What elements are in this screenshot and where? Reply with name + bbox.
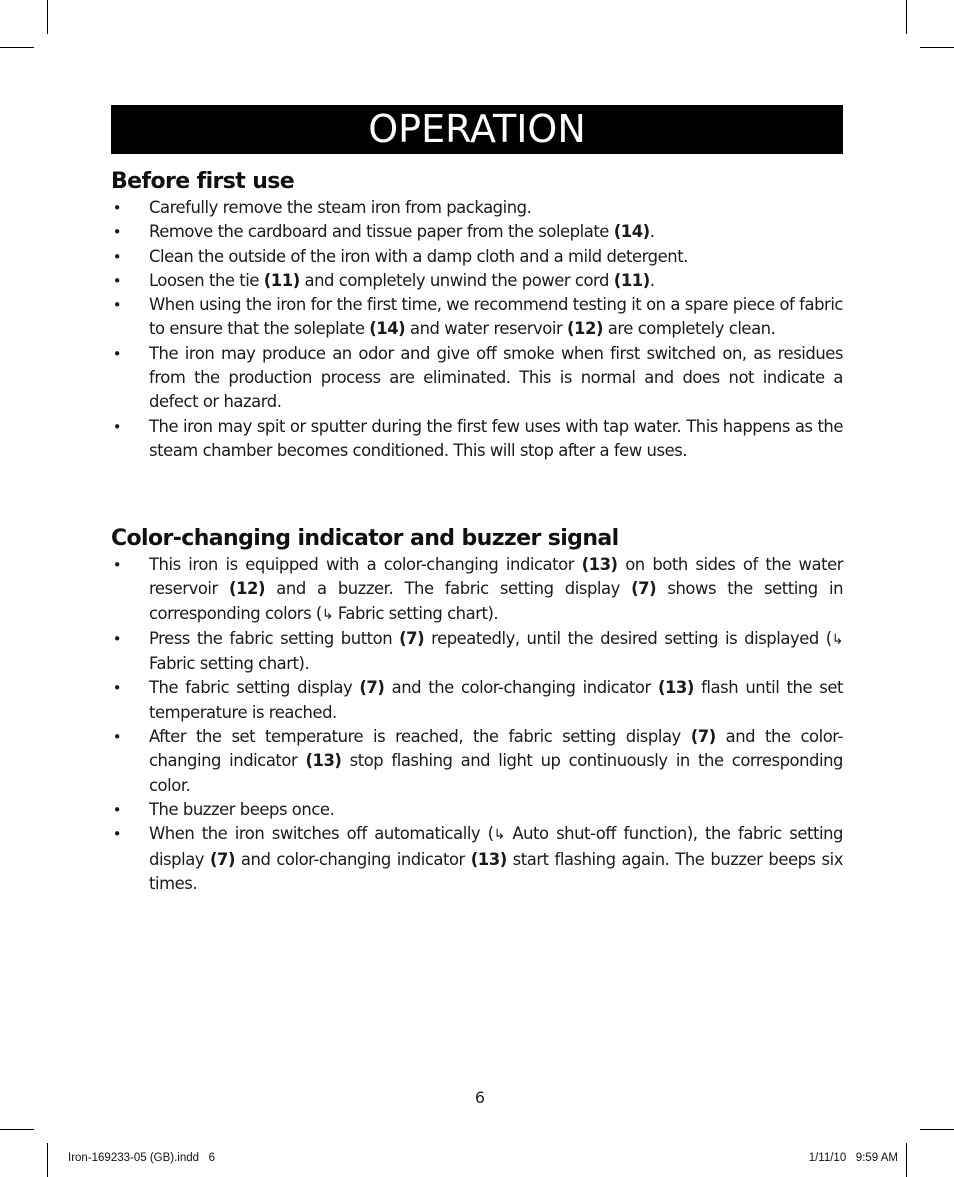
bullet-icon: • — [112, 271, 122, 290]
bullet-list — [111, 196, 843, 463]
bullet-text: Clean the outside of the iron with a damp cloth and a mild detergent. — [149, 246, 688, 266]
list-item — [111, 245, 843, 269]
crop-mark — [47, 1143, 48, 1177]
bullet-text: stop flashing and light up continuously in the corresponding color. — [149, 751, 843, 795]
part-number: (13) — [581, 555, 618, 574]
bullet-icon: • — [112, 556, 122, 574]
bullet-text: and the color-changing indicator — [384, 678, 658, 698]
bullet-text: When using the iron for the first time, we recommend testing it on a spare piece of fabric to ensure that the soleplate — [149, 295, 843, 339]
bullet-text: and completely unwind the power cord — [299, 270, 614, 290]
bullet-icon: • — [112, 728, 122, 747]
bullet-text: flash until the set temperature is reached. — [149, 678, 843, 722]
bullet-text: This iron is equipped with a color-changing indicator — [149, 555, 582, 574]
section-heading: Before first use — [111, 169, 295, 194]
section-heading: Color-changing indicator and buzzer signal — [111, 526, 619, 551]
cross-reference-arrow-icon: ↳ — [321, 606, 334, 623]
crop-mark — [906, 1143, 907, 1177]
part-number: (14) — [369, 319, 406, 339]
list-item — [111, 293, 843, 342]
bullet-text: and the color-changing indicator — [149, 727, 844, 771]
bullet-list — [111, 553, 843, 896]
bullet-text: Fabric setting chart). — [333, 603, 499, 623]
bullet-text: on both sides of the water reservoir — [149, 555, 843, 599]
bullet-text: and water reservoir — [405, 319, 568, 339]
list-item — [111, 725, 843, 798]
part-number: (7) — [690, 727, 716, 747]
list-item — [111, 553, 843, 627]
section-color-indicator — [111, 525, 843, 896]
crop-mark — [920, 1129, 954, 1130]
bullet-text: and color-changing indicator — [235, 849, 471, 869]
bullet-text: are completely clean. — [603, 319, 776, 339]
header-bar — [111, 105, 843, 154]
bullet-text: repeatedly, until the desired setting is displayed ( — [424, 628, 832, 648]
bullet-text: The iron may spit or sputter during the first few uses with tap water. This happens as the steam chamber becomes conditioned. This will stop after a few uses. — [149, 416, 843, 460]
bullet-icon: • — [112, 800, 122, 819]
part-number: (12) — [229, 579, 266, 599]
bullet-text: start flashing again. The buzzer beeps six times. — [149, 849, 843, 893]
crop-mark — [920, 47, 954, 48]
bullet-icon: • — [112, 344, 122, 363]
page-number: 6 — [474, 1088, 486, 1107]
bullet-text: . — [649, 222, 655, 242]
bullet-text: Press the fabric setting button — [149, 628, 400, 648]
footer-timestamp: 1/11/10 9:59 AM — [808, 1152, 898, 1164]
bullet-text: The buzzer beeps once. — [149, 799, 335, 819]
bullet-icon: • — [112, 223, 122, 242]
list-item — [111, 269, 843, 293]
part-number: (7) — [399, 628, 425, 648]
cross-reference-arrow-icon: ↳ — [831, 631, 843, 648]
bullet-text: When the iron switches off automatically ( — [149, 824, 494, 844]
part-number: (13) — [657, 678, 694, 698]
list-item — [111, 342, 843, 415]
part-number: (7) — [209, 849, 236, 869]
bullet-text: Loosen the tie — [149, 270, 264, 290]
list-item — [111, 798, 843, 822]
part-number: (13) — [470, 849, 507, 869]
bullet-icon: • — [112, 247, 122, 266]
bullet-text: Fabric setting chart). — [149, 654, 310, 674]
list-item — [111, 220, 843, 244]
part-number: (13) — [305, 751, 342, 771]
part-number: (7) — [359, 678, 385, 698]
footer-file-name: Iron-169233-05 (GB).indd 6 — [68, 1152, 216, 1164]
bullet-text: The iron may produce an odor and give off smoke when first switched on, as residues from the production process are eliminated. This is normal and does not indicate a defect or hazard. — [149, 343, 843, 412]
part-number: (11) — [613, 270, 650, 290]
crop-mark — [0, 47, 34, 48]
bullet-text: and a buzzer. The fabric setting display — [265, 579, 632, 599]
bullet-icon: • — [112, 679, 122, 698]
cross-reference-arrow-icon: ↳ — [493, 827, 505, 844]
bullet-icon: • — [112, 629, 122, 648]
part-number: (7) — [631, 579, 657, 599]
list-item — [111, 822, 843, 896]
list-item — [111, 627, 843, 677]
bullet-icon: • — [112, 825, 122, 844]
list-item — [111, 415, 843, 464]
bullet-icon: • — [112, 417, 122, 436]
part-number: (14) — [613, 222, 650, 242]
list-item — [111, 196, 843, 220]
bullet-text: . — [649, 270, 655, 290]
section-before-first-use — [111, 168, 843, 463]
list-item — [111, 676, 843, 725]
bullet-text: The fabric setting display — [149, 678, 360, 698]
bullet-text: shows the setting in corresponding colors ( — [149, 579, 844, 623]
page-title: OPERATION — [368, 107, 586, 151]
bullet-text: Carefully remove the steam iron from packaging. — [149, 198, 532, 217]
crop-mark — [0, 1129, 34, 1130]
part-number: (11) — [263, 270, 300, 290]
bullet-text: Remove the cardboard and tissue paper from the soleplate — [149, 222, 614, 242]
bullet-icon: • — [112, 296, 122, 315]
bullet-icon: • — [112, 199, 122, 217]
bullet-text: After the set temperature is reached, the fabric setting display — [149, 727, 691, 747]
part-number: (12) — [567, 319, 604, 339]
crop-mark — [906, 0, 907, 34]
crop-mark — [47, 0, 48, 34]
bullet-text: Auto shut-off function), the fabric setting display — [149, 824, 843, 869]
